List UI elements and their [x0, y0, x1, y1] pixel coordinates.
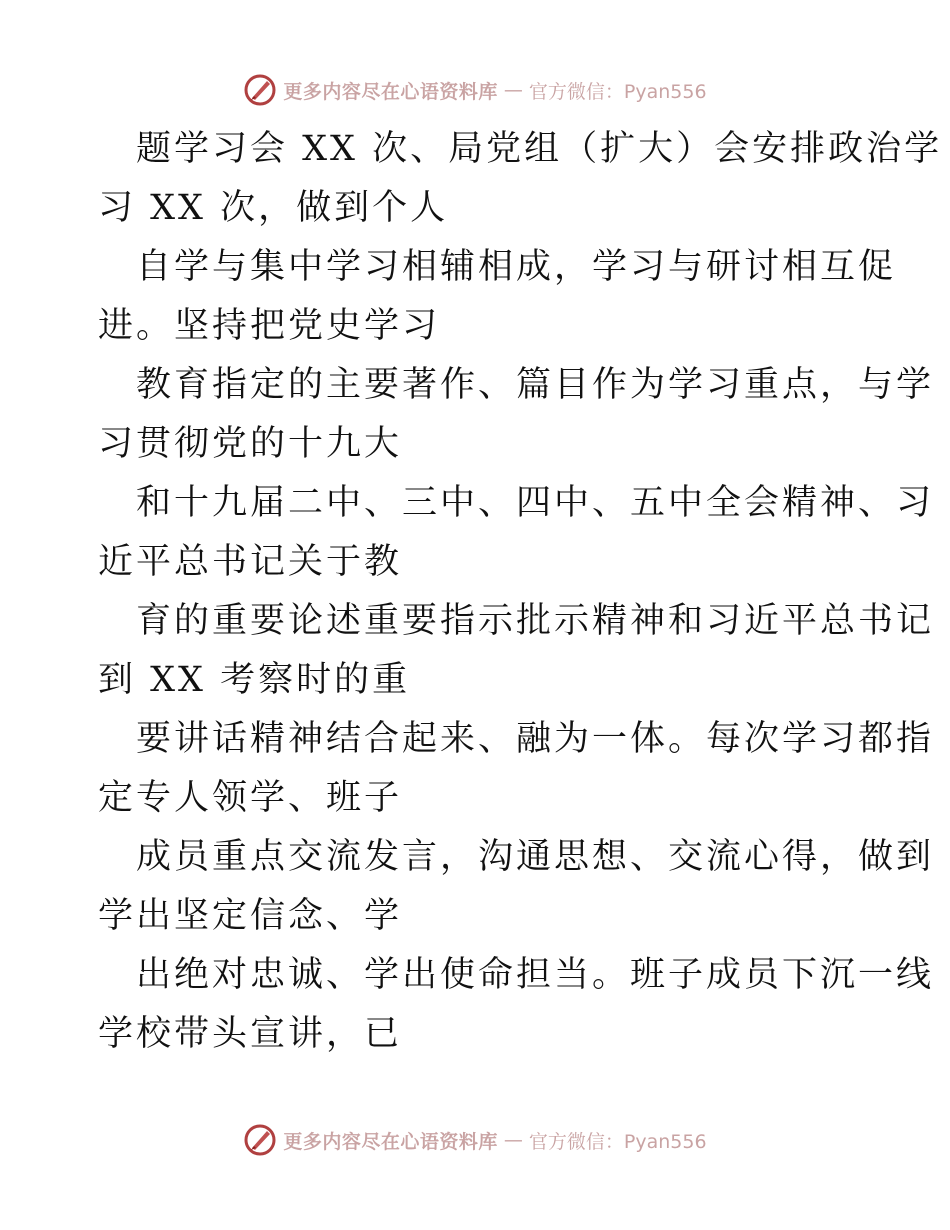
paragraph-line: 习 XX 次，做到个人 [98, 188, 449, 228]
paragraph-line: 教育指定的主要著作、篇目作为学习重点，与学 [136, 365, 935, 405]
paragraph [98, 946, 935, 1064]
header-contact: 官方微信：Pyan556 [528, 80, 707, 103]
paragraph [98, 356, 935, 474]
document-body [98, 120, 943, 1064]
footer-separator: — [503, 1129, 523, 1151]
paragraph [98, 592, 935, 710]
paragraph-line: 出绝对忠诚、学出使命担当。班子成员下沉一线 [136, 955, 935, 995]
quill-pen-logo-icon [243, 73, 277, 107]
paragraph-line: 自学与集中学习相辅相成，学习与研讨相互促 [136, 247, 897, 287]
paragraph [98, 828, 935, 946]
paragraph-line: 定专人领学、班子 [98, 778, 403, 818]
quill-pen-logo-icon [243, 1123, 277, 1157]
paragraph-line: 学校带头宣讲，已 [98, 1014, 403, 1054]
paragraph [98, 474, 935, 592]
header-brand: 更多内容尽在心语资料库 [283, 80, 498, 103]
paragraph [98, 238, 897, 356]
paragraph-line: 育的重要论述重要指示批示精神和习近平总书记 [136, 601, 935, 641]
paragraph-line: 进。坚持把党史学习 [98, 306, 441, 346]
paragraph-line: 要讲话精神结合起来、融为一体。每次学习都指 [136, 719, 935, 759]
paragraph-line: 成员重点交流发言，沟通思想、交流心得，做到 [136, 837, 935, 877]
paragraph-line: 题学习会 XX 次、局党组（扩大）会安排政治学 [136, 129, 943, 169]
footer-banner [0, 1120, 950, 1160]
paragraph-line: 学出坚定信念、学 [98, 896, 403, 936]
paragraph-line: 近平总书记关于教 [98, 542, 403, 582]
header-separator: — [503, 79, 523, 101]
paragraph [98, 710, 935, 828]
paragraph-line: 习贯彻党的十九大 [98, 424, 403, 464]
paragraph [98, 120, 943, 238]
footer-contact: 官方微信：Pyan556 [528, 1130, 707, 1153]
paragraph-line: 到 XX 考察时的重 [98, 660, 411, 700]
paragraph-line: 和十九届二中、三中、四中、五中全会精神、习 [136, 483, 935, 523]
header-banner [0, 70, 950, 110]
footer-brand: 更多内容尽在心语资料库 [283, 1130, 498, 1153]
